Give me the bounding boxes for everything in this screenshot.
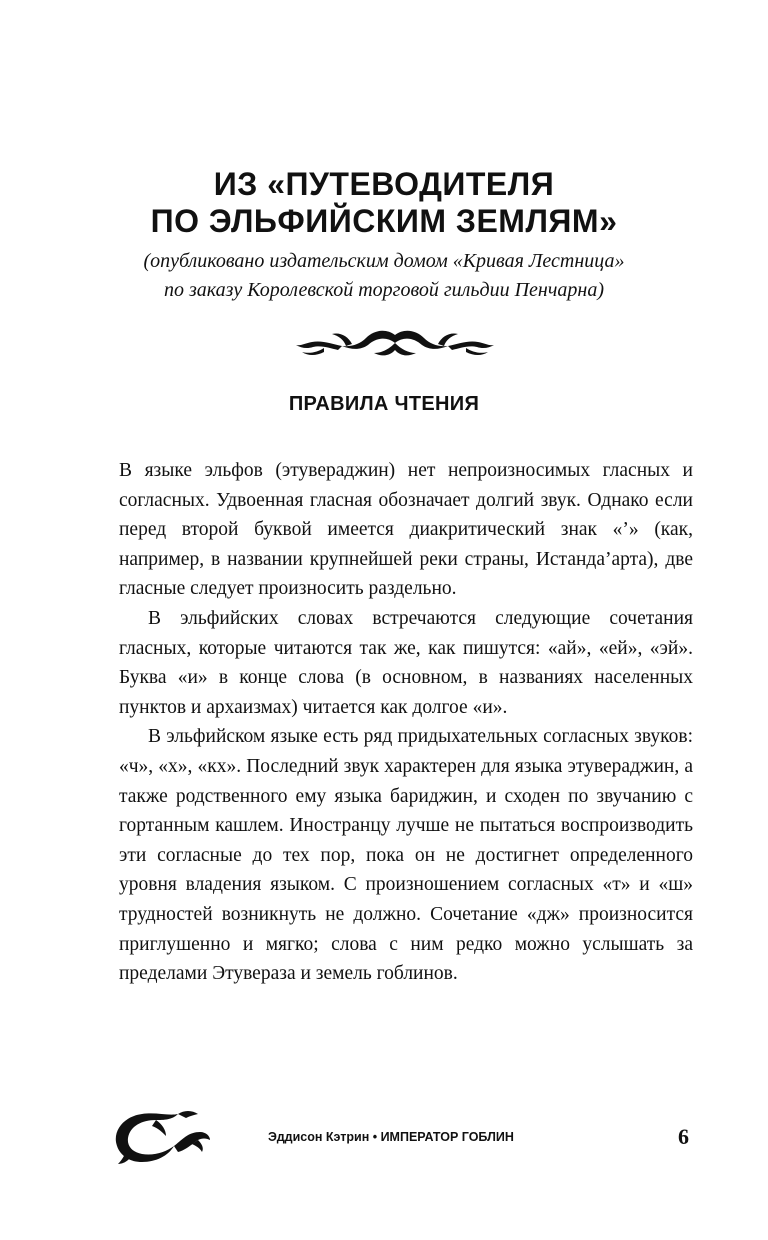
running-title: Эддисон Кэтрин • ИМПЕРАТОР ГОБЛИН	[268, 1130, 514, 1144]
dragon-logo-icon	[108, 1106, 212, 1166]
dragon-ornament-icon	[294, 326, 496, 360]
page-number: 6	[678, 1124, 689, 1149]
section-title: ПРАВИЛА ЧТЕНИЯ	[288, 393, 480, 415]
chapter-title-line-2: ПО ЭЛЬФИЙСКИМ ЗЕМЛЯМ»	[150, 203, 618, 239]
paragraph-1: В языке эльфов (этувераджин) нет непроизносимых гласных и согласных. Удвоенная гласная обозначает долгий звук. Однако если перед второй буквой имеется диакритический знак «’» (как, например, в названии крупнейшей реки страны, Истанда’арта), две гласные следует произносить раздельно.	[119, 460, 693, 600]
paragraph-3: В эльфийском языке есть ряд придыхательных согласных звуков: «ч», «х», «кх». Последний звук характерен для языка этувераджин, а также родственного ему языка бариджин, и сходен по звучанию с гортанным кашлем. Иностранцу лучше не пытаться воспроизводить эти согласные до тех пор, пока он не достигнет определенного уровня владения языком. С произношением согласных «т» и «ш» трудностей возникнуть не должно. Сочетание «дж» произносится приглушенно и мягко; слова с ним редко можно услышать за пределами Этувераза и земель гоблинов.	[119, 726, 693, 985]
subtitle-line-1: (опубликовано издательским домом «Кривая Лестница»	[143, 250, 625, 272]
subtitle-line-2: по заказу Королевской торговой гильдии Пенчарна)	[164, 279, 604, 301]
chapter-title-line-1: ИЗ «ПУТЕВОДИТЕЛЯ	[213, 166, 555, 202]
paragraph-2: В эльфийских словах встречаются следующие сочетания гласных, которые читаются так же, как пишутся: «ай», «ей», «эй». Буква «и» в конце слова (в основном, в названиях населенных пунктов и архаизмах) читается как долгое «и».	[119, 607, 693, 718]
body-text	[119, 456, 693, 989]
